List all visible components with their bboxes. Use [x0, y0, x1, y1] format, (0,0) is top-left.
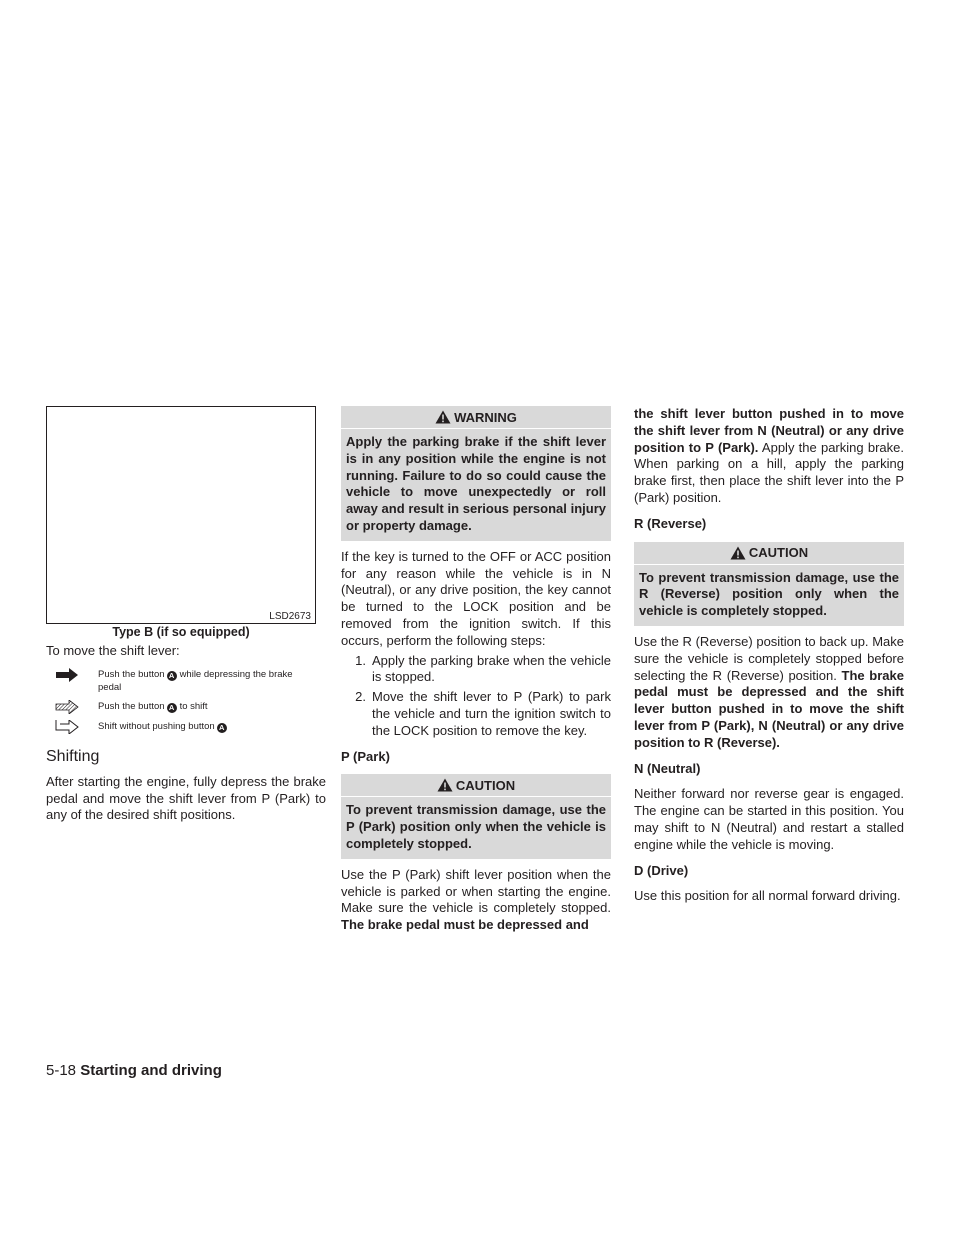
warning-box [341, 406, 611, 541]
legend-intro: To move the shift lever: [46, 643, 180, 658]
figure-caption: Type B (if so equipped) [112, 625, 250, 639]
figure-code: LSD2673 [269, 611, 311, 622]
park-continued-text: Apply the parking brake. When parking on a hill, apply the parking brake first, then place the shift lever into the P (Park) position. [634, 439, 904, 505]
step-text: Move the shift lever to P (Park) to park the vehicle and turn the ignition switch to the LOCK position to remove the key. [372, 689, 611, 738]
shifting-paragraph: After starting the engine, fully depress the brake pedal and move the shift lever from P (Park) to any of the desired shift positions. [46, 773, 326, 823]
page-number: 5-18 [46, 1062, 77, 1079]
marker-a-icon: A [167, 703, 177, 713]
heading-neutral: N (Neutral) [634, 760, 701, 776]
step-text: Apply the parking brake when the vehicle is stopped. [372, 652, 611, 685]
step-number: 2. [355, 689, 366, 705]
warning-triangle-icon [437, 778, 453, 792]
legend-item [46, 720, 326, 734]
list-item [341, 689, 611, 739]
warning-title: WARNING [454, 409, 517, 425]
solid-arrow-icon [54, 668, 80, 682]
park-continued-bold: the shift lever button pushed in to move the shift lever from N (Neutral) or any drive position to P (Park). [634, 406, 904, 455]
legend-text-before: Push the button [98, 700, 165, 712]
warning-text: Apply the parking brake if the shift lever is in any position while the engine is not running. Failure to do so could cause the vehicle to move unexpectedly or roll away and result in serious personal injury or property damage. [346, 434, 606, 533]
park-paragraph [341, 867, 611, 934]
legend-item [46, 668, 326, 694]
marker-a-icon: A [167, 671, 177, 681]
park-text-bold: The brake pedal must be depressed and [341, 917, 589, 933]
column-middle [341, 406, 611, 934]
figure-shift-lever [46, 406, 316, 624]
outline-arrow-icon [54, 720, 80, 734]
warning-triangle-icon [435, 410, 451, 424]
hatched-arrow-icon [54, 700, 80, 714]
drive-paragraph: Use this position for all normal forward driving. [634, 888, 901, 904]
steps-list [341, 653, 611, 740]
neutral-paragraph: Neither forward nor reverse gear is engaged. The engine can be started in this position. You may shift to N (Neutral) and restart a stalled engine while the vehicle is moving. [634, 786, 904, 852]
heading-park: P (Park) [341, 748, 390, 764]
heading-reverse: R (Reverse) [634, 515, 707, 531]
legend-text-before: Push the button [98, 668, 165, 680]
park-continued [634, 406, 904, 507]
caution-box-park [341, 774, 611, 858]
section-heading-shifting: Shifting [46, 747, 100, 765]
caution-box-reverse [634, 542, 904, 626]
column-right [634, 406, 904, 905]
key-paragraph: If the key is turned to the OFF or ACC position for any reason while the vehicle is in N (Neutral), or any drive position, the key cannot be turned to the LOCK position and be removed from the ignition switch. If this occurs, perform the following steps: [341, 548, 611, 648]
legend-text-after: while depressing the brake pedal [98, 668, 293, 693]
caution-text: To prevent transmission damage, use the R (Reverse) position only when the vehicle is completely stopped. [639, 569, 899, 619]
section-title: Starting and driving [80, 1062, 222, 1079]
caution-title: CAUTION [748, 545, 809, 561]
step-number: 1. [355, 652, 366, 668]
list-item [341, 653, 611, 687]
caution-title: CAUTION [455, 777, 516, 793]
legend-item [46, 700, 326, 714]
legend-text-before: Shift without pushing button [98, 720, 215, 732]
marker-a-icon: A [217, 723, 227, 733]
legend [46, 668, 326, 734]
reverse-text: Use the R (Reverse) position to back up. Make sure the vehicle is completely stopped before selecting the R (Reverse) position. [634, 633, 904, 683]
reverse-paragraph [634, 634, 904, 752]
park-text: Use the P (Park) shift lever position when the vehicle is parked or when starting the engine. Make sure the vehicle is completely stopped. [341, 866, 611, 916]
page-footer [46, 1062, 222, 1079]
column-left [46, 406, 326, 824]
heading-drive: D (Drive) [634, 862, 689, 878]
reverse-text-bold: The brake pedal must be depressed and the shift lever button pushed in to move the shift lever from P (Park), N (Neutral) or any drive position to R (Reverse). [634, 667, 904, 750]
warning-triangle-icon [730, 546, 746, 560]
caution-text: To prevent transmission damage, use the P (Park) position only when the vehicle is completely stopped. [346, 802, 606, 851]
legend-text-after: to shift [179, 700, 208, 712]
